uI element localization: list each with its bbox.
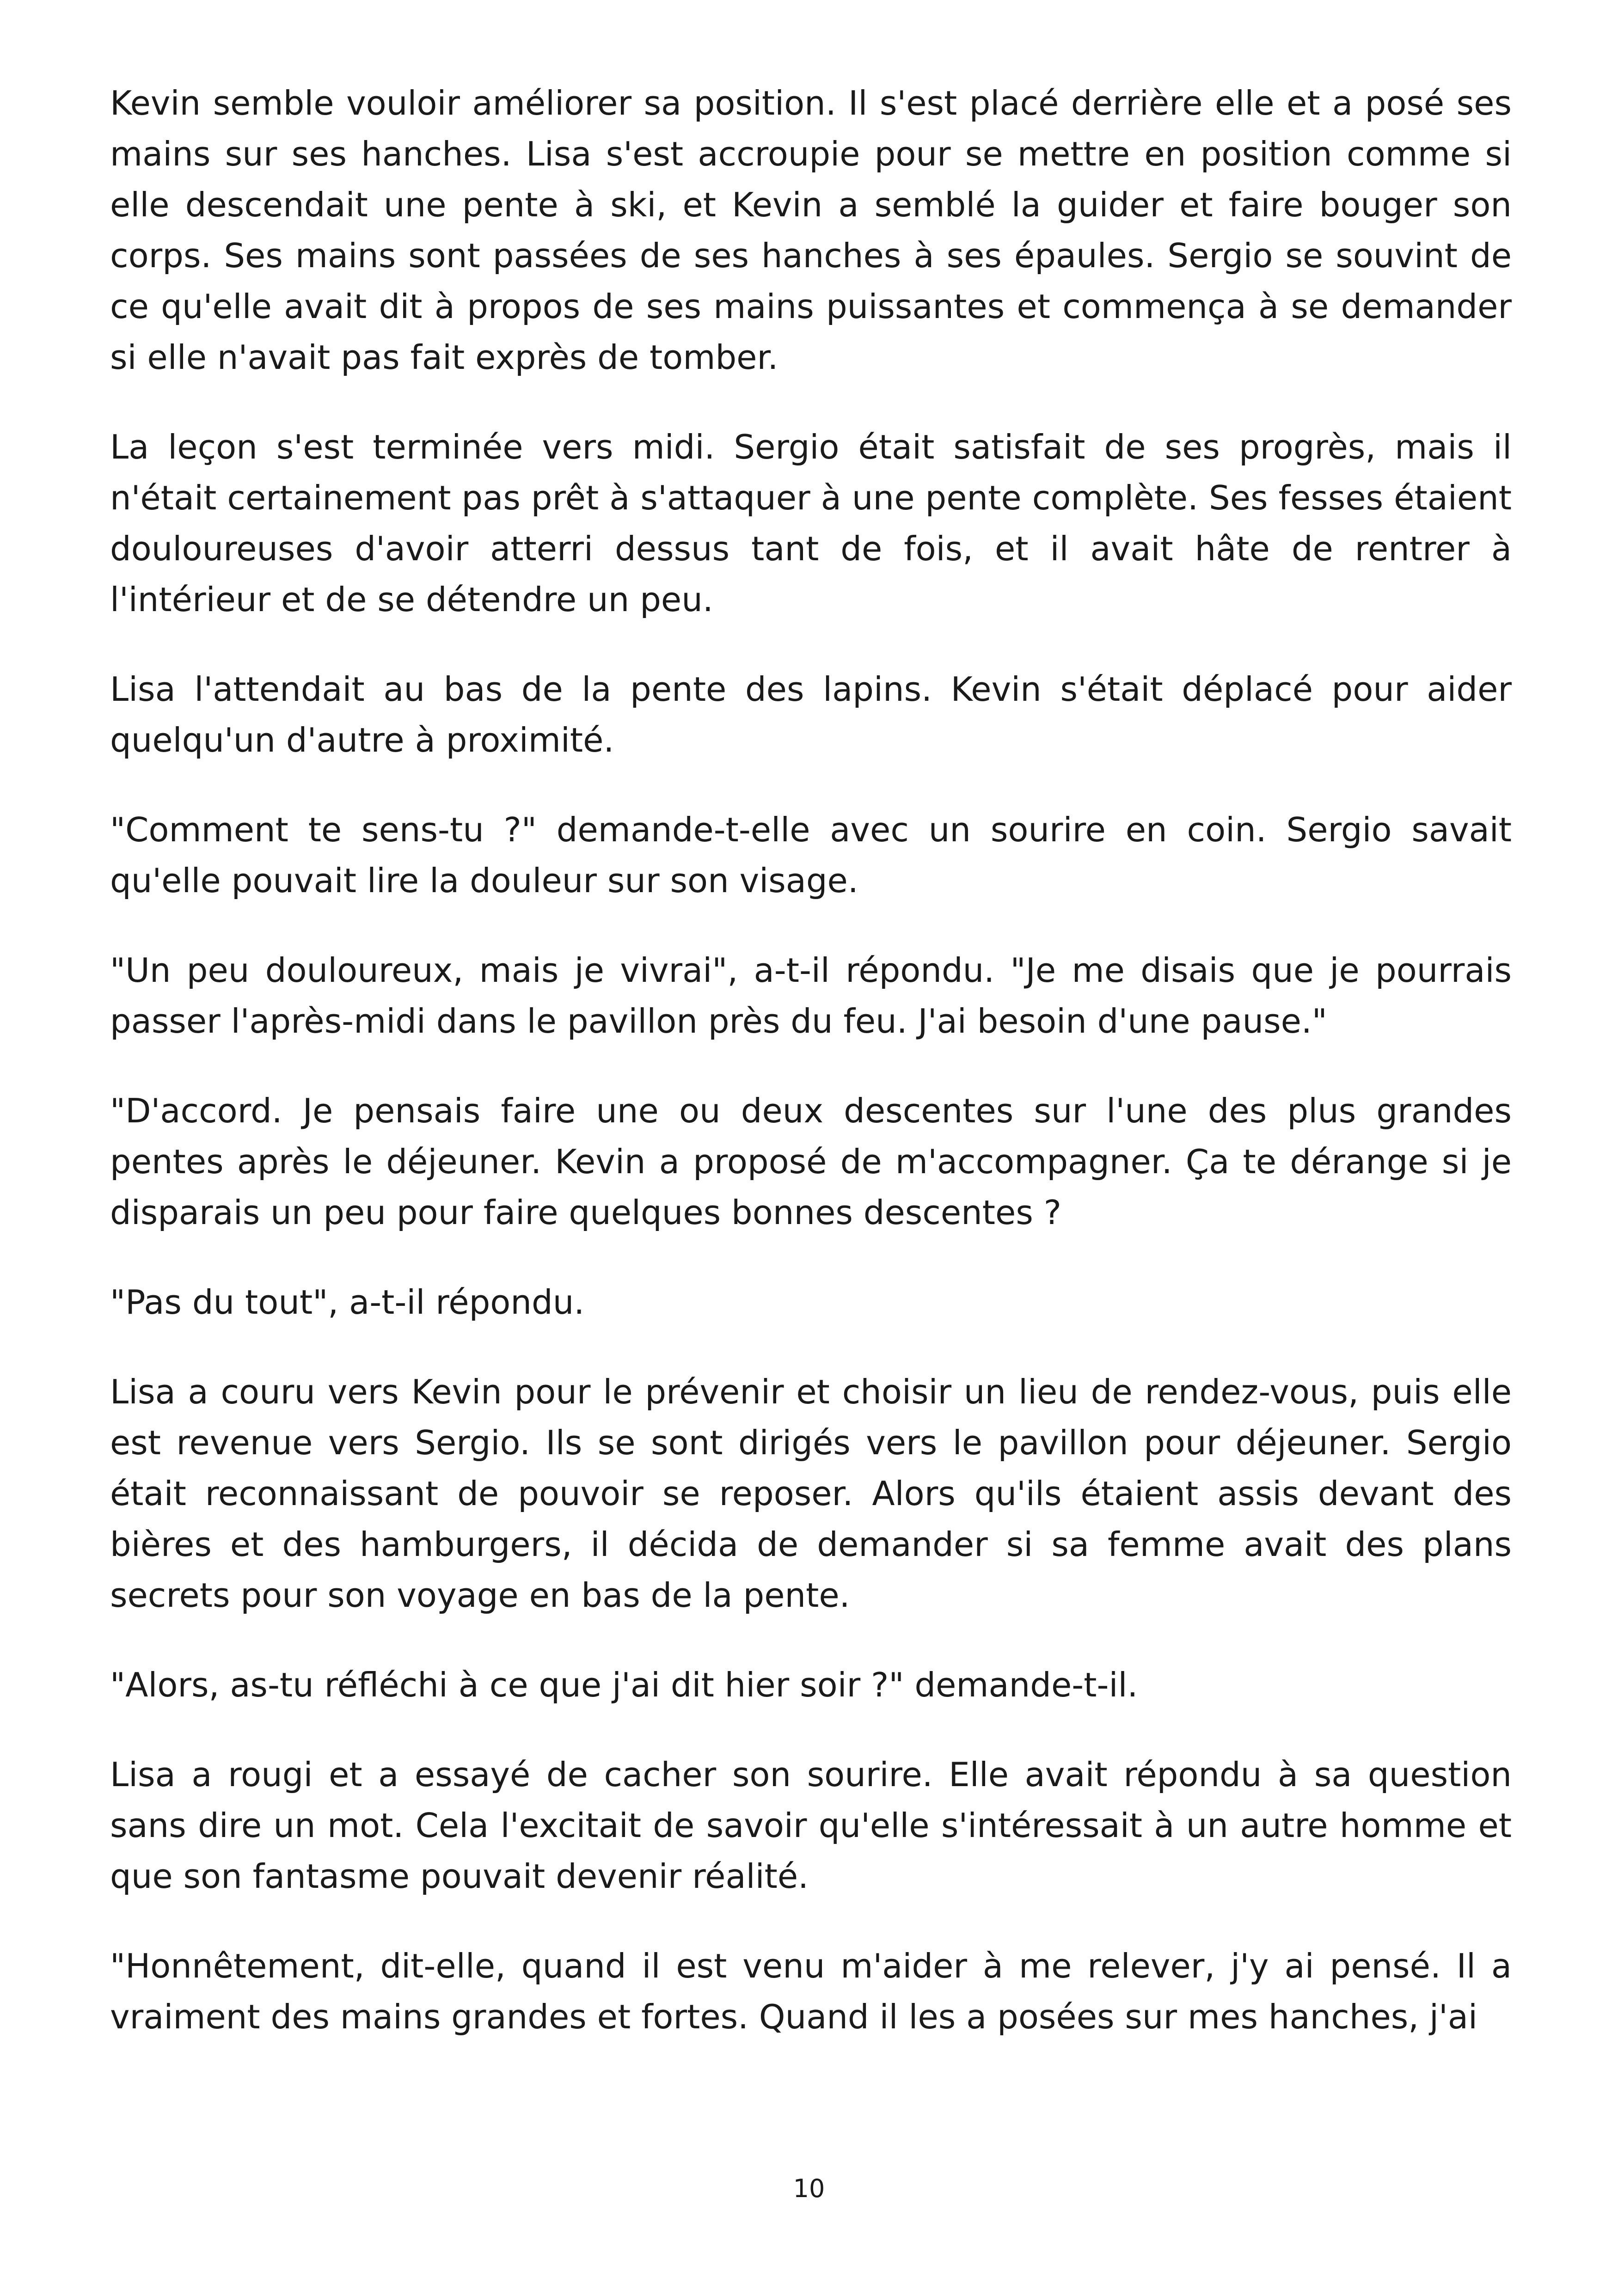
paragraph: Lisa l'attendait au bas de la pente des lapins. Kevin s'était déplacé pour aider quelqu'un d'autre à proximité. <box>110 670 1512 759</box>
paragraph: La leçon s'est terminée vers midi. Sergio était satisfait de ses progrès, mais il n'était certainement pas prêt à s'attaquer à une pente complète. Ses fesses étaient douloureuses d'avoir atterri dessus tant de fois, et il avait hâte de rentrer à l'intérieur et de se détendre un peu. <box>110 428 1512 619</box>
page-number: 10 <box>793 2174 825 2203</box>
paragraph: Lisa a couru vers Kevin pour le prévenir et choisir un lieu de rendez-vous, puis elle est revenue vers Sergio. Ils se sont dirigés vers le pavillon pour déjeuner. Sergio était reconnaissant de pouvoir se reposer. Alors qu'ils étaient assis devant des bières et des hamburgers, il décida de demander si sa femme avait des plans secrets pour son voyage en bas de la pente. <box>110 1372 1512 1615</box>
paragraph: Lisa a rougi et a essayé de cacher son sourire. Elle avait répondu à sa question sans dire un mot. Cela l'excitait de savoir qu'elle s'intéressait à un autre homme et que son fantasme pouvait devenir réalité. <box>110 1755 1512 1896</box>
paragraph: "Comment te sens-tu ?" demande-t-elle avec un sourire en coin. Sergio savait qu'elle pouvait lire la douleur sur son visage. <box>110 810 1512 900</box>
paragraph: "D'accord. Je pensais faire une ou deux descentes sur l'une des plus grandes pentes après le déjeuner. Kevin a proposé de m'accompagner. Ça te dérange si je disparais un peu pour faire quelques bonnes descentes ? <box>110 1091 1512 1232</box>
paragraph: "Pas du tout", a-t-il répondu. <box>110 1283 585 1322</box>
paragraph: "Un peu douloureux, mais je vivrai", a-t-il répondu. "Je me disais que je pourrais passer l'après-midi dans le pavillon près du feu. J'ai besoin d'une pause." <box>110 951 1512 1041</box>
paragraph: "Honnêtement, dit-elle, quand il est venu m'aider à me relever, j'y ai pensé. Il a vraiment des mains grandes et fortes. Quand il les a posées sur mes hanches, j'ai <box>110 1947 1512 2036</box>
paragraph: Kevin semble vouloir améliorer sa position. Il s'est placé derrière elle et a posé ses mains sur ses hanches. Lisa s'est accroupie pour se mettre en position comme si elle descendait une pente à ski, et Kevin a semblé la guider et faire bouger son corps. Ses mains sont passées de ses hanches à ses épaules. Sergio se souvint de ce qu'elle avait dit à propos de ses mains puissantes et commença à se demander si elle n'avait pas fait exprès de tomber. <box>110 84 1512 377</box>
paragraph: "Alors, as-tu réfléchi à ce que j'ai dit hier soir ?" demande-t-il. <box>110 1665 1138 1704</box>
body-text <box>110 78 1512 2081</box>
